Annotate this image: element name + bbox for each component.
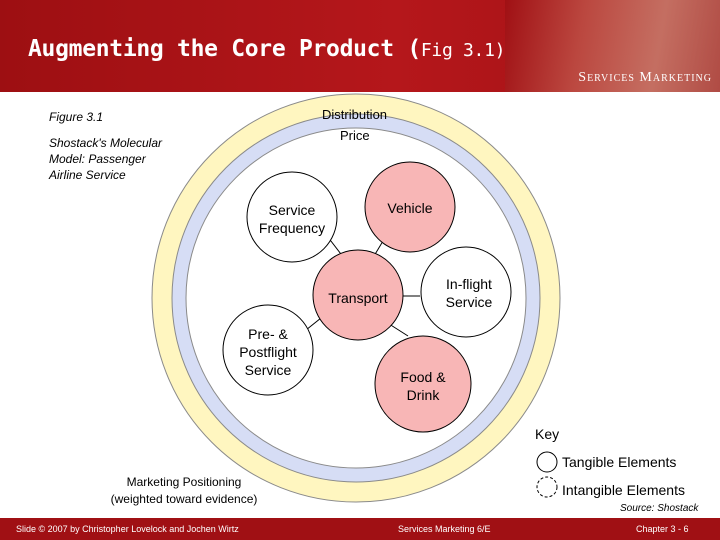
source-note: Source: Shostack	[620, 503, 699, 514]
food-label	[373, 368, 473, 404]
slide-title-main: Augmenting the Core Product (	[28, 36, 421, 62]
node-line: In-flight	[446, 276, 492, 292]
node-line: Service	[244, 362, 292, 378]
footer-bar	[0, 518, 720, 540]
brand-label: Services Marketing	[578, 70, 712, 85]
inflight-label	[419, 275, 519, 311]
node-line: Service	[445, 294, 493, 310]
key-intangible-swatch	[537, 477, 557, 497]
transport-label: Transport	[328, 290, 388, 306]
prepost-label	[218, 325, 318, 379]
slide-title-fig: Fig 3.1)	[420, 40, 506, 61]
footer-book: Services Marketing 6/E	[398, 524, 491, 534]
key-intangible-label: Intangible Elements	[562, 482, 685, 498]
figure-label: Figure 3.1	[49, 110, 104, 124]
node-line: Food &	[400, 369, 446, 385]
key-title: Key	[535, 426, 560, 442]
vehicle-label: Vehicle	[387, 200, 433, 216]
distribution-label: Distribution	[322, 107, 388, 122]
node-line: Frequency	[258, 220, 326, 236]
key-tangible-label: Tangible Elements	[562, 454, 677, 470]
footer-copyright: Slide © 2007 by Christopher Lovelock and Jochen Wirtz	[16, 524, 239, 534]
figure-caption-line: Model: Passenger	[49, 152, 146, 166]
figure-caption-line: Airline Service	[49, 168, 126, 182]
node-line: Pre- &	[248, 326, 288, 342]
service-frequency-label	[242, 201, 342, 237]
node-line: Postflight	[239, 344, 297, 360]
figure-caption-line: Shostack's Molecular	[49, 136, 163, 150]
node-line: Service	[268, 202, 316, 218]
positioning-line: Marketing Positioning	[126, 475, 242, 489]
key-tangible-swatch	[537, 452, 557, 472]
positioning-line: (weighted toward evidence)	[110, 492, 258, 506]
positioning-label	[84, 474, 284, 508]
footer-chapter: Chapter 3 - 6	[636, 524, 689, 534]
figure-caption	[49, 135, 162, 183]
node-line: Drink	[406, 387, 440, 403]
price-label: Price	[340, 128, 370, 143]
